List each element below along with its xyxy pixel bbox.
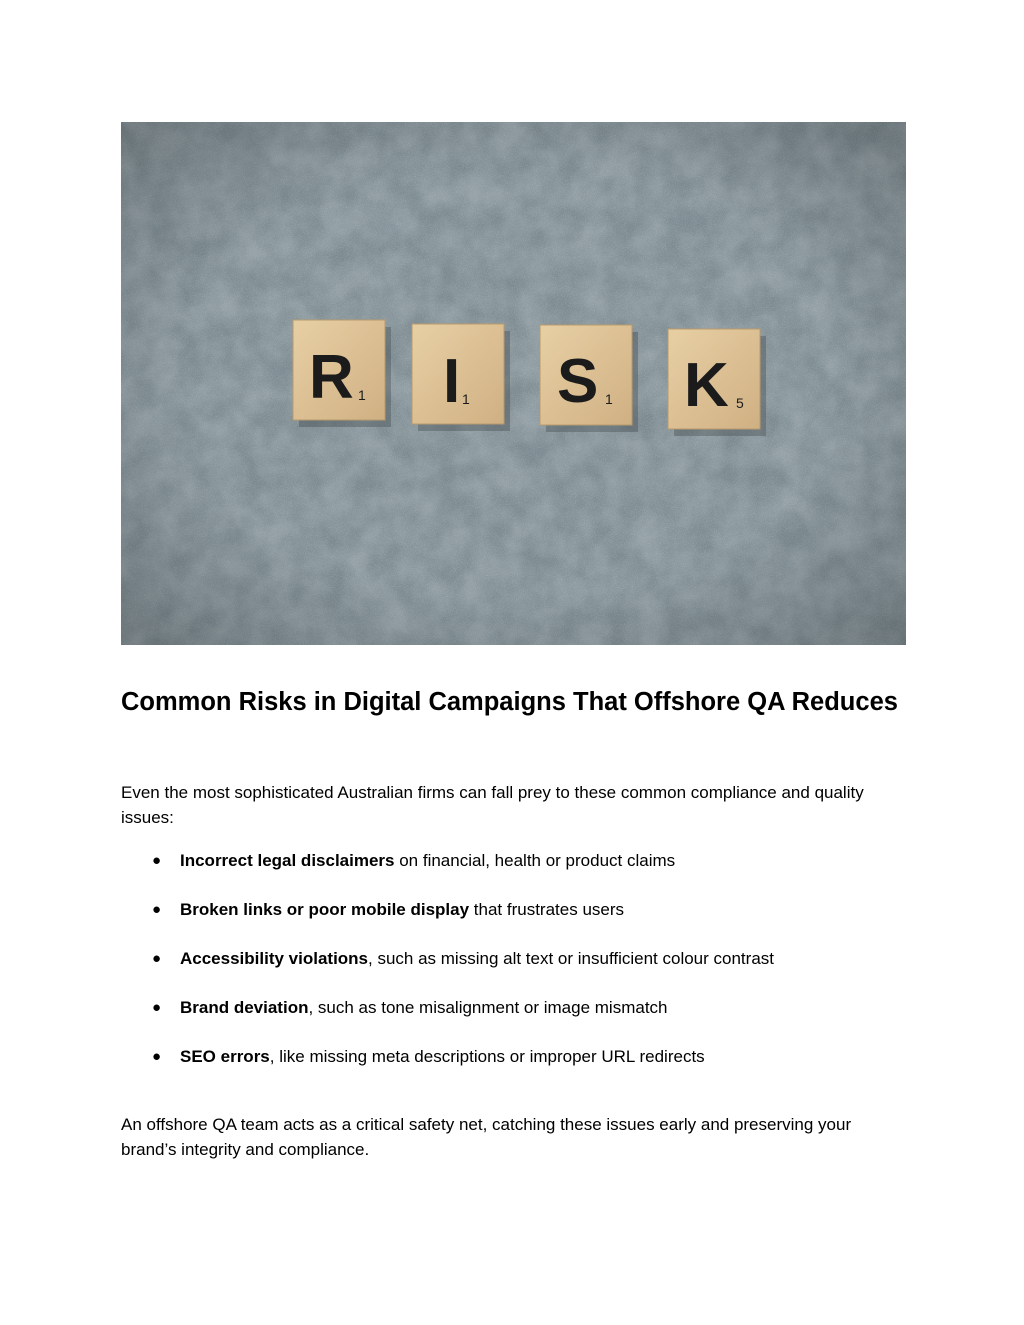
list-item <box>121 946 901 995</box>
bullet-icon: ● <box>152 901 162 918</box>
risk-photo <box>121 122 906 645</box>
bullet-icon: ● <box>152 1048 162 1065</box>
risk-list <box>121 848 901 1093</box>
tile-i-letter: I <box>443 347 461 416</box>
tile-r-score: 1 <box>358 387 366 403</box>
closing-paragraph: An offshore QA team acts as a critical safety net, catching these issues early and preserving your brand’s integrity and compliance. <box>121 1115 852 1159</box>
tile-r-letter: R <box>309 343 354 412</box>
risk-description: on financial, health or product claims <box>394 851 676 870</box>
risk-description: , such as tone misalignment or image mismatch <box>308 998 668 1017</box>
tile-s-score: 1 <box>605 391 613 407</box>
list-item <box>121 848 901 897</box>
tile-i <box>412 324 510 431</box>
risk-title: Incorrect legal disclaimers <box>180 851 395 870</box>
risk-title: Accessibility violations <box>180 949 369 968</box>
tile-i-score: 1 <box>462 391 470 407</box>
risk-description: that frustrates users <box>469 900 625 919</box>
tile-s <box>540 325 638 432</box>
risk-title: Broken links or poor mobile display <box>180 900 470 919</box>
risk-title: SEO errors <box>180 1047 270 1066</box>
list-item <box>121 897 901 946</box>
intro-paragraph: Even the most sophisticated Australian firms can fall prey to these common compliance and quality issues: <box>121 783 864 827</box>
tile-k <box>668 329 766 436</box>
tile-k-letter: K <box>684 351 729 420</box>
section-heading: Common Risks in Digital Campaigns That Offshore QA Reduces <box>121 688 898 716</box>
list-item <box>121 1044 901 1093</box>
tile-k-score: 5 <box>736 395 744 411</box>
bullet-icon: ● <box>152 852 162 869</box>
risk-tiles-image <box>121 122 906 645</box>
risk-description: , such as missing alt text or insufficient colour contrast <box>368 949 774 968</box>
risk-description: , like missing meta descriptions or improper URL redirects <box>269 1047 705 1066</box>
risk-title: Brand deviation <box>180 998 309 1017</box>
tile-r <box>293 320 391 427</box>
tile-s-letter: S <box>557 347 599 416</box>
bullet-icon: ● <box>152 999 162 1016</box>
list-item <box>121 995 901 1044</box>
bullet-icon: ● <box>152 950 162 967</box>
